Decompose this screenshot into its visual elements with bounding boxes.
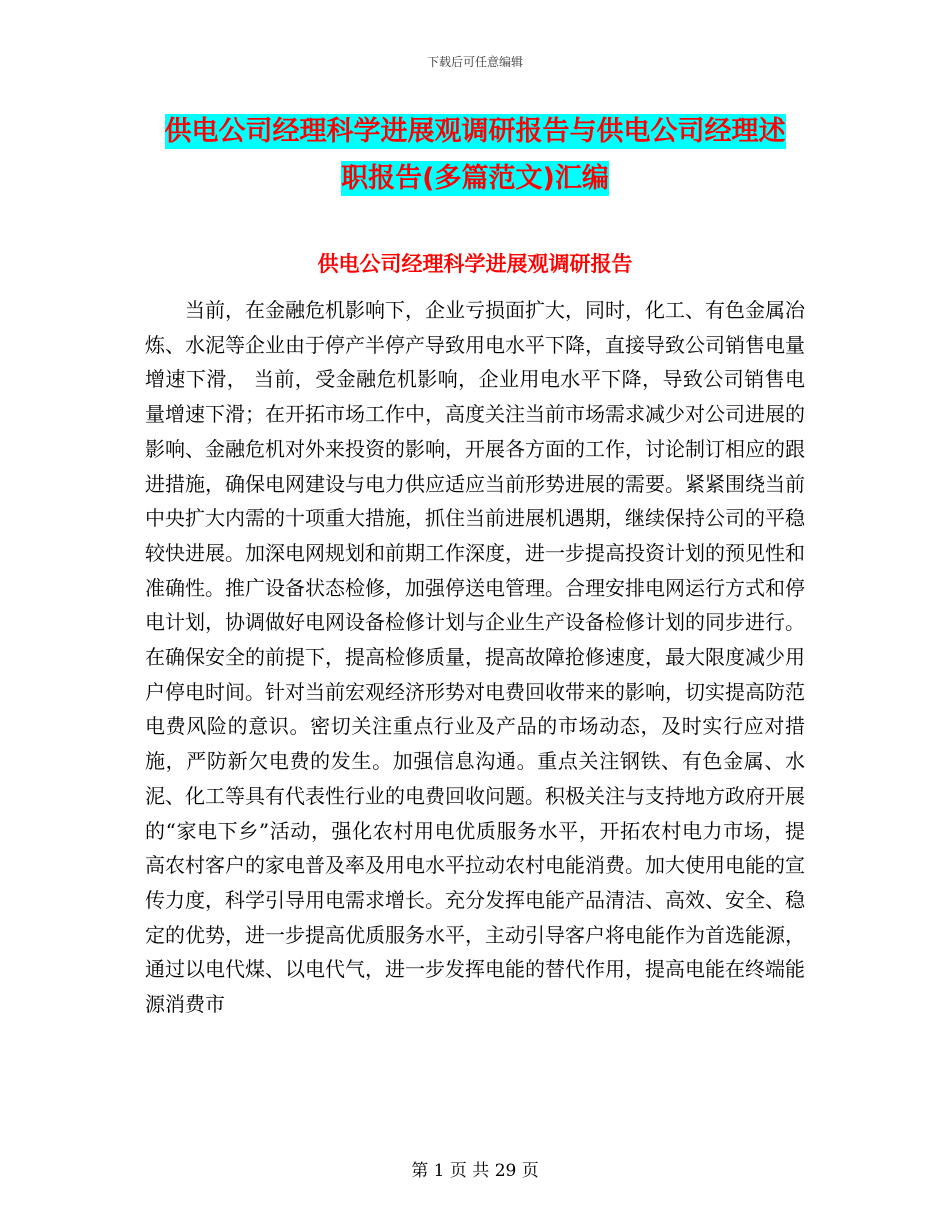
page-header: 下载后可任意编辑	[426, 55, 523, 69]
page-footer: 第 1 页 共 29 页	[411, 1161, 539, 1181]
document-title-line-1: 供电公司经理科学进展观调研报告与供电公司经理述	[164, 116, 786, 147]
body-paragraph: 当前，在金融危机影响下，企业亏损面扩大，同时，化工、有色金属冶炼、水泥等企业由于停产半停产导致用电水平下降，直接导致公司销售电量增速下滑， 当前，受金融危机影响，企业用电水平下降，导致公司销售电量增速下滑；在开拓市场工作中，高度关注当前市场需求减少对公司进展的影响、金融危机对外来投资的影响，开展各方面的工作，讨论制订相应的跟进措施，确保电网建设与电力供应适应当前形势进展的需要。紧紧围绕当前中央扩大内需的十项重大措施，抓住当前进展机遇期，继续保持公司的平稳较快进展。加深电网规划和前期工作深度，进一步提高投资计划的预见性和准确性。推广设备状态检修，加强停送电管理。合理安排电网运行方式和停电计划，协调做好电网设备检修计划与企业生产设备检修计划的同步进行。在确保安全的前提下，提高检修质量，提高故障抢修速度，最大限度减少用户停电时间。针对当前宏观经济形势对电费回收带来的影响，切实提高防范电费风险的意识。密切关注重点行业及产品的市场动态，及时实行应对措施，严防新欠电费的发生。加强信息沟通。重点关注钢铁、有色金属、水泥、化工等具有代表性行业的电费回收问题。积极关注与支持地方政府开展的“家电下乡”活动，强化农村用电优质服务水平，开拓农村电力市场，提高农村客户的家电普及率及用电水平拉动农村电能消费。加大使用电能的宣传力度，科学引导用电需求增长。充分发挥电能产品清洁、高效、安全、稳定的优势，进一步提高优质服务水平，主动引导客户将电能作为首选能源，通过以电代煤、以电代气，进一步发挥电能的替代作用，提高电能在终端能源消费市	[145, 298, 805, 1017]
document-title	[150, 108, 800, 202]
document-title-line-2: 职报告(多篇范文)汇编	[341, 163, 609, 194]
section-title: 供电公司经理科学进展观调研报告	[317, 252, 633, 276]
